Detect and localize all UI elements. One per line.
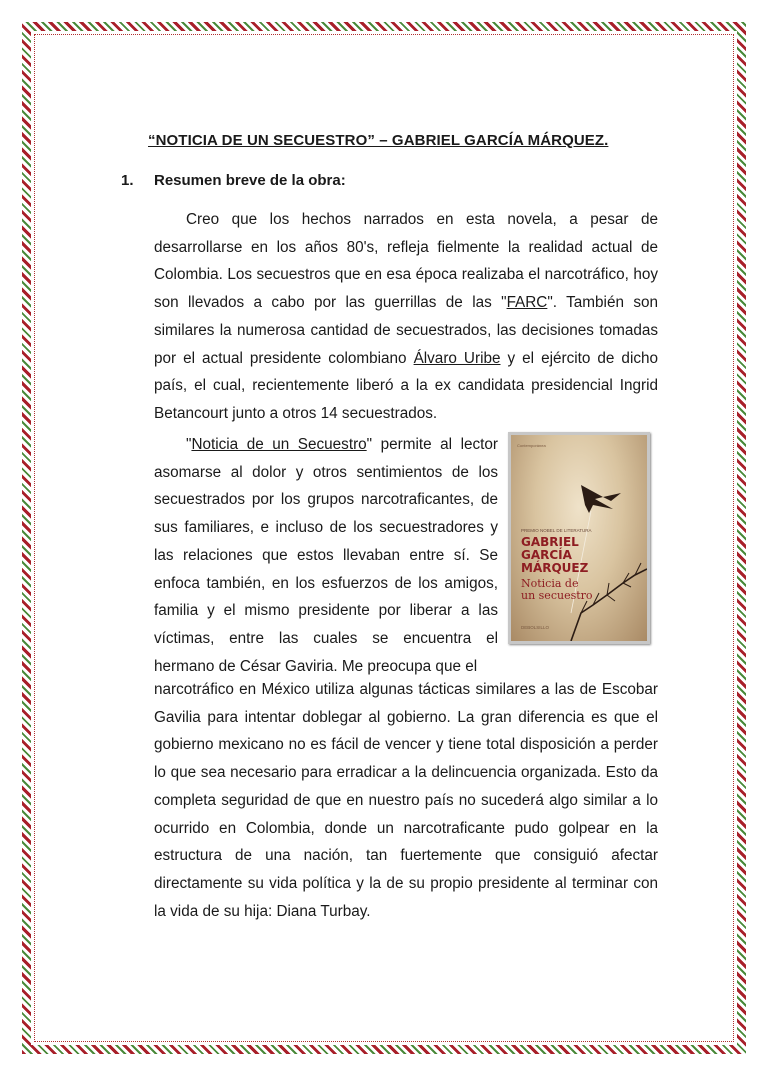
cover-publisher: DEBOLSILLO: [521, 625, 550, 630]
document-title: “NOTICIA DE UN SECUESTRO” – GABRIEL GARCÍA MÁRQUEZ.: [148, 132, 609, 149]
cover-title: [521, 578, 593, 602]
cover-title-line: Noticia de: [521, 577, 579, 590]
cover-prize-label: PREMIO NOBEL DE LITERATURA: [521, 528, 592, 533]
book-cover-image: [508, 432, 650, 644]
link-noticia-de-un-secuestro[interactable]: Noticia de un Secuestro: [191, 436, 367, 453]
paragraph-summary-2: [154, 431, 498, 680]
paragraph-text: " permite al lector asomarse al dolor y otros sentimientos de los secuestrados por los grupos narcotraficantes, de sus familiares, e incluso de los secuestradores y las relaciones que estos llevaban entre sí. Se enfoca también, en los esfuerzos de los amigos, familia y el mismo presidente por liberar a las víctimas, entre las cuales se encuentra el hermano de César Gaviria. Me preocupa que el: [154, 436, 498, 675]
paragraph-text: ". También son similares la numerosa cantidad de secuestrados, las decisiones tomadas por el actual presidente colombiano: [154, 294, 658, 367]
section-heading-text: Resumen breve de la obra:: [154, 172, 346, 189]
cover-author-line: MÁRQUEZ: [521, 561, 589, 575]
paragraph-summary-1: [154, 206, 658, 428]
cover-author-line: GARCÍA: [521, 548, 572, 562]
book-cover-art: [511, 435, 647, 641]
section-number: 1.: [121, 172, 134, 189]
cover-series-label: Contemporánea: [517, 443, 546, 448]
paragraph-text: Creo que los hechos narrados en esta novela, a pesar de desarrollarse en los años 80's, refleja fielmente la realidad actual de Colombia. Los secuestros que en esa época realizaba el narcotráfico, hoy son llevados a cabo por las guerrillas de las ": [154, 211, 658, 312]
link-farc[interactable]: FARC: [506, 294, 548, 312]
paragraph-summary-3: narcotráfico en México utiliza algunas tácticas similares a las de Escobar Gavilia para intentar doblegar al gobierno. La gran diferencia es que el gobierno mexicano no es fácil de vencer y tiene total disposición a perder lo que sea necesario para erradicar a la delincuencia organizada. Esto da completa seguridad de que en nuestro país no sucederá algo similar a lo ocurrido en Colombia, donde un narcotraficante pudo golpear en la estructura de una nación, tan fuertemente que consiguió afectar directamente su vida política y la de su propio presidente al terminar con la vida de su hija: Diana Turbay.: [154, 681, 658, 920]
cover-author: [521, 536, 588, 575]
cover-author-line: GABRIEL: [521, 535, 579, 549]
cover-title-line: un secuestro: [521, 589, 593, 602]
paragraph-text: y el ejército de dicho país, el cual, recientemente liberó a la ex candidata presidencial Ingrid Betancourt junto a otros 14 secuestrados.: [154, 349, 658, 422]
section-heading: [121, 172, 346, 189]
paragraph-text: ": [186, 436, 192, 453]
link-alvaro-uribe[interactable]: Álvaro Uribe: [413, 349, 501, 367]
